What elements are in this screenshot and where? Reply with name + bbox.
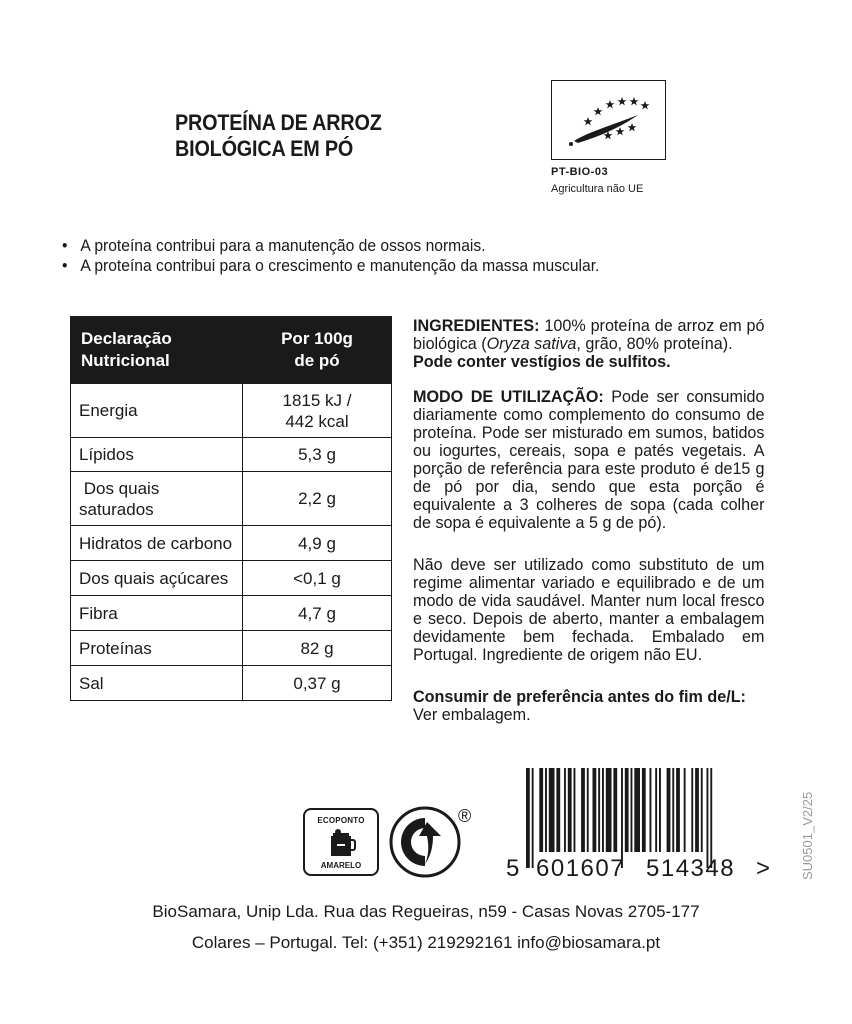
barcode-bar — [593, 768, 597, 852]
nutrient-label: Energia — [71, 384, 243, 438]
allergen-note: Pode conter vestígios de sulfitos. — [413, 352, 671, 371]
barcode-bar — [581, 768, 585, 852]
nutrition-row — [71, 438, 392, 472]
certification-code: PT-BIO-03 — [551, 166, 609, 178]
barcode-bar — [556, 768, 560, 852]
nutrient-value: 5,3 g — [243, 438, 392, 472]
barcode-bar — [672, 768, 674, 852]
nutrient-label: Lípidos — [71, 438, 243, 472]
barcode-bar — [549, 768, 555, 852]
barcode-bar — [701, 768, 703, 852]
barcode-bar — [642, 768, 646, 852]
barcode — [506, 768, 776, 880]
claim-item: • A proteína contribui para o crescimento e manutenção da massa muscular. — [62, 256, 669, 276]
eu-organic-leaf-logo — [551, 80, 666, 160]
barcode-bar — [655, 768, 657, 852]
barcode-bar — [631, 768, 633, 852]
nutrient-value: <0,1 g — [243, 561, 392, 596]
nutrient-value: 4,9 g — [243, 526, 392, 561]
barcode-bar — [598, 768, 600, 852]
nutrition-row — [71, 526, 392, 561]
nutrient-value: 0,37 g — [243, 666, 392, 701]
nutrient-label: Fibra — [71, 596, 243, 631]
warning-block — [413, 556, 765, 664]
barcode-bar — [710, 768, 712, 868]
nutrition-header-label: Declaração Nutricional — [71, 317, 243, 384]
nutrient-value: 1815 kJ / 442 kcal — [243, 384, 392, 438]
nutrient-label: Dos quais açúcares — [71, 561, 243, 596]
barcode-bar — [676, 768, 680, 852]
certification-origin: Agricultura não UE — [551, 183, 644, 195]
barcode-bar — [691, 768, 693, 852]
barcode-bar — [707, 768, 709, 868]
nutrition-header-row — [71, 317, 392, 384]
barcode-bar — [564, 768, 566, 852]
barcode-bar — [532, 768, 534, 868]
nutrient-value: 2,2 g — [243, 472, 392, 526]
barcode-bar — [587, 768, 589, 852]
ecoponto-top-label: ECOPONTO — [317, 816, 365, 825]
barcode-bar — [539, 768, 543, 852]
usage-text: Pode ser consumido diariamente como complemento do consumo de proteína. Pode ser misturado em sumos, batidos ou iogurtes, cereais, sopa e patés vegetais. A porção de referência para este produto é de15 g de pó por dia, sendo que esta porção é equivalente a 3 colheres de sopa (cada colher de sopa é equivalente a 5 g de pó). — [413, 387, 765, 532]
ecoponto-bin-icon — [303, 808, 379, 876]
nutrition-row — [71, 596, 392, 631]
claim-item: • A proteína contribui para a manutenção de ossos normais. — [62, 236, 669, 256]
best-before-block — [413, 688, 765, 724]
barcode-bar — [650, 768, 652, 852]
nutrition-row — [71, 561, 392, 596]
barcode-bar — [695, 768, 699, 852]
barcode-bar — [568, 768, 572, 852]
barcode-digit-first: 5 — [506, 855, 521, 880]
barcode-bar — [526, 768, 530, 868]
best-before-text: Ver embalagem. — [413, 705, 531, 724]
barcode-bar — [634, 768, 640, 852]
usage-block — [413, 388, 765, 532]
ingredients-text-a: 100% proteína de arroz em pó biológica ( — [413, 316, 765, 353]
side-code: SU0501_V2/25 — [800, 791, 815, 880]
barcode-bar — [606, 768, 612, 852]
ecoponto-bottom-label: AMARELO — [320, 861, 362, 870]
footer-address-line2: Colares – Portugal. Tel: (+351) 219292161 info@biosamara.pt — [191, 933, 661, 952]
footer-address-line1: BioSamara, Unip Lda. Rua das Regueiras, n59 - Casas Novas 2705-177 — [152, 902, 700, 921]
nutrient-value: 4,7 g — [243, 596, 392, 631]
barcode-bar — [545, 768, 547, 852]
nutrient-label: Hidratos de carbono — [71, 526, 243, 561]
ingredients-latin: Oryza sativa — [486, 334, 577, 353]
barcode-digits-right: 514348 — [646, 855, 736, 880]
barcode-end-marker: > — [756, 855, 772, 880]
product-title-line1: PROTEÍNA DE ARROZ — [175, 110, 382, 135]
barcode-bar — [667, 768, 671, 852]
barcode-bar — [574, 768, 576, 852]
best-before-heading: Consumir de preferência antes do fim de/L: — [413, 687, 746, 706]
barcode-bar — [659, 768, 661, 852]
green-dot-icon — [389, 806, 461, 878]
nutrient-value: 82 g — [243, 631, 392, 666]
barcode-bar — [602, 768, 604, 852]
barcode-digits-left: 601607 — [536, 855, 626, 880]
product-title-line2: BIOLÓGICA EM PÓ — [175, 136, 354, 161]
nutrition-row — [71, 384, 392, 438]
ingredients-heading: INGREDIENTES: — [413, 316, 540, 335]
nutrition-row — [71, 472, 392, 526]
barcode-bar — [684, 768, 686, 852]
nutrition-row — [71, 631, 392, 666]
nutrition-table — [70, 316, 392, 701]
nutrient-label: Proteínas — [71, 631, 243, 666]
barcode-bar — [613, 768, 617, 852]
registered-mark: ® — [458, 806, 472, 826]
ingredients-text-b: , grão, 80% proteína). — [576, 334, 733, 353]
nutrient-label: Dos quais saturados — [71, 472, 243, 526]
barcode-bar — [625, 768, 629, 852]
nutrition-header-per100: Por 100g de pó — [243, 317, 392, 384]
nutrition-row — [71, 666, 392, 701]
usage-heading: MODO DE UTILIZAÇÃO: — [413, 387, 604, 406]
nutrient-label: Sal — [71, 666, 243, 701]
health-claims-list — [62, 236, 669, 276]
ingredients-block — [413, 317, 765, 371]
barcode-bar — [621, 768, 623, 868]
product-title — [175, 110, 382, 162]
warning-text: Não deve ser utilizado como substituto de um regime alimentar variado e equilibrado e de um modo de vida saudável. Manter num local fresco e seco. Depois de aberto, manter a embalagem devidamente bem fechada. Embalado em Portugal. Ingrediente de origem não EU. — [413, 555, 765, 664]
